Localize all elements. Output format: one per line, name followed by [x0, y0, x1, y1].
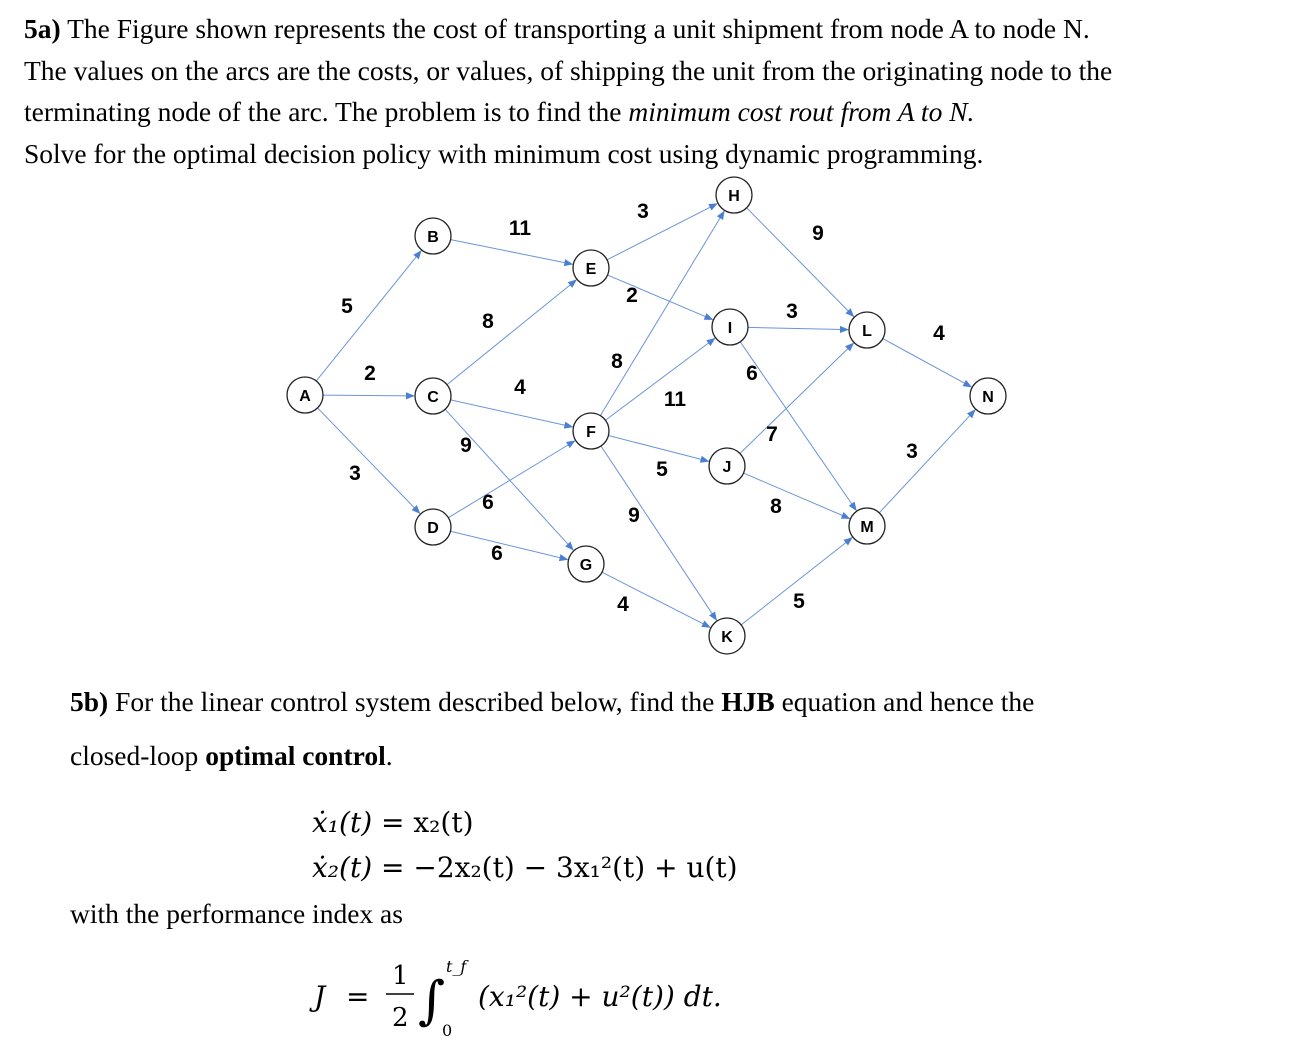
performance-index-text: with the performance index as — [70, 898, 403, 929]
edge-J-M — [744, 473, 850, 518]
node-label-H: H — [728, 188, 740, 205]
edge-A-D — [318, 408, 420, 513]
edge-M-N — [879, 410, 975, 513]
node-I — [712, 309, 748, 345]
node-label-G: G — [579, 557, 593, 574]
line3-emphasis: minimum cost rout from A to N. — [628, 96, 975, 127]
cost-M-N: 3 — [906, 440, 918, 463]
edge-L-N — [883, 339, 972, 387]
cost-L-N: 4 — [933, 322, 945, 345]
eq2-lhs: ẋ₂(t) — [312, 851, 373, 884]
problem-5b-label: 5b) — [70, 686, 109, 717]
edge-A-C — [323, 395, 414, 396]
integrand: (x₁²(t) + u²(t)) dt. — [478, 980, 722, 1013]
edge-C-G — [445, 409, 573, 550]
edge-H-L — [747, 208, 854, 317]
cost-A-C: 2 — [364, 362, 376, 385]
node-label-K: K — [721, 629, 733, 646]
node-A — [287, 377, 323, 413]
line3-text: terminating node of the arc. The problem is to find the — [24, 96, 629, 127]
graph-edges — [316, 204, 975, 628]
node-D — [415, 509, 451, 545]
hjb-term: HJB — [721, 686, 775, 717]
problem-5b-line2 — [70, 729, 1034, 783]
node-label-F: F — [586, 424, 596, 441]
cost-I-M: 6 — [746, 362, 758, 385]
node-label-N: N — [982, 389, 994, 406]
eq1-lhs: ẋ₁(t) — [312, 806, 373, 839]
cost-F-K: 9 — [628, 504, 640, 527]
problem-5b-text4: . — [385, 740, 393, 771]
edge-E-I — [608, 275, 713, 320]
edge-F-H — [600, 211, 724, 415]
performance-index-equation — [300, 950, 820, 1050]
cost-F-I: 11 — [663, 388, 687, 411]
cost-J-M: 8 — [770, 495, 782, 518]
node-F — [573, 413, 609, 449]
node-E — [573, 250, 609, 286]
problem-5a-line2: The values on the arcs are the costs, or values, of shipping the unit from the originating node to the — [24, 54, 1113, 86]
node-label-A: A — [299, 388, 311, 405]
frac-denominator: 2 — [392, 1003, 409, 1033]
cost-K-M: 5 — [793, 590, 805, 613]
node-label-B: B — [427, 229, 439, 246]
cost-H-L: 9 — [812, 222, 824, 245]
cost-E-I: 2 — [626, 284, 638, 307]
cost-G-K: 4 — [617, 593, 629, 616]
eq-equals: = — [346, 980, 370, 1013]
cost-E-H: 3 — [637, 200, 649, 223]
node-label-L: L — [862, 323, 872, 340]
node-J — [709, 448, 745, 484]
problem-5a-label: 5a) — [24, 13, 61, 44]
cost-C-G: 9 — [460, 434, 472, 457]
node-N — [970, 378, 1006, 414]
cost-J-L: 7 — [766, 423, 778, 446]
integral-lower: 0 — [442, 1021, 453, 1040]
cost-C-F: 4 — [514, 376, 526, 399]
node-label-C: C — [427, 389, 439, 406]
cost-D-F: 6 — [482, 491, 494, 514]
node-label-I: I — [727, 320, 733, 337]
equation-2 — [312, 851, 738, 884]
edge-E-H — [607, 204, 717, 260]
problem-5b-text1: For the linear control system described below, find the — [115, 686, 722, 717]
node-H — [716, 177, 752, 213]
edge-I-L — [748, 327, 848, 329]
line1-text: The Figure shown represents the cost of transporting a unit shipment from node A to node N. — [67, 13, 1090, 44]
cost-D-G: 6 — [491, 542, 503, 565]
frac-numerator: 1 — [392, 961, 409, 991]
cost-I-L: 3 — [786, 300, 798, 323]
cost-C-E: 8 — [482, 310, 494, 333]
optimal-control-term: optimal control — [205, 740, 386, 771]
problem-5b-text3: closed-loop — [70, 740, 206, 771]
equation-1 — [312, 806, 474, 839]
edge-C-F — [451, 400, 573, 427]
cost-F-H: 8 — [611, 350, 623, 373]
node-label-J: J — [722, 459, 732, 476]
cost-A-D: 3 — [349, 462, 361, 485]
node-K — [709, 618, 745, 654]
edge-J-L — [740, 343, 853, 453]
problem-5b-line1 — [70, 675, 1034, 729]
node-M — [849, 508, 885, 544]
node-label-E: E — [585, 261, 597, 278]
graph-nodes — [287, 177, 1006, 654]
node-L — [849, 312, 885, 348]
eq1-rhs: = x₂(t) — [381, 806, 474, 839]
cost-F-J: 5 — [656, 458, 668, 481]
eq2-rhs: = −2x₂(t) − 3x₁²(t) + u(t) — [381, 851, 738, 884]
cost-A-B: 5 — [341, 295, 353, 318]
integral-sign: ∫ — [418, 971, 446, 1031]
problem-5b-text2: equation and hence the — [774, 686, 1035, 717]
edge-B-E — [451, 240, 573, 265]
cost-B-E: 11 — [508, 217, 532, 240]
node-C — [415, 378, 451, 414]
edge-C-E — [447, 280, 576, 385]
problem-5a-line4: Solve for the optimal decision policy with minimum cost using dynamic programming. — [24, 137, 984, 169]
node-label-D: D — [427, 520, 439, 537]
node-label-M: M — [860, 519, 874, 536]
edge-D-G — [450, 531, 567, 559]
node-B — [415, 218, 451, 254]
eq-J: J — [314, 980, 326, 1013]
integral-upper: t_f — [446, 957, 467, 976]
node-G — [568, 546, 604, 582]
problem-5b-text — [70, 675, 1034, 783]
